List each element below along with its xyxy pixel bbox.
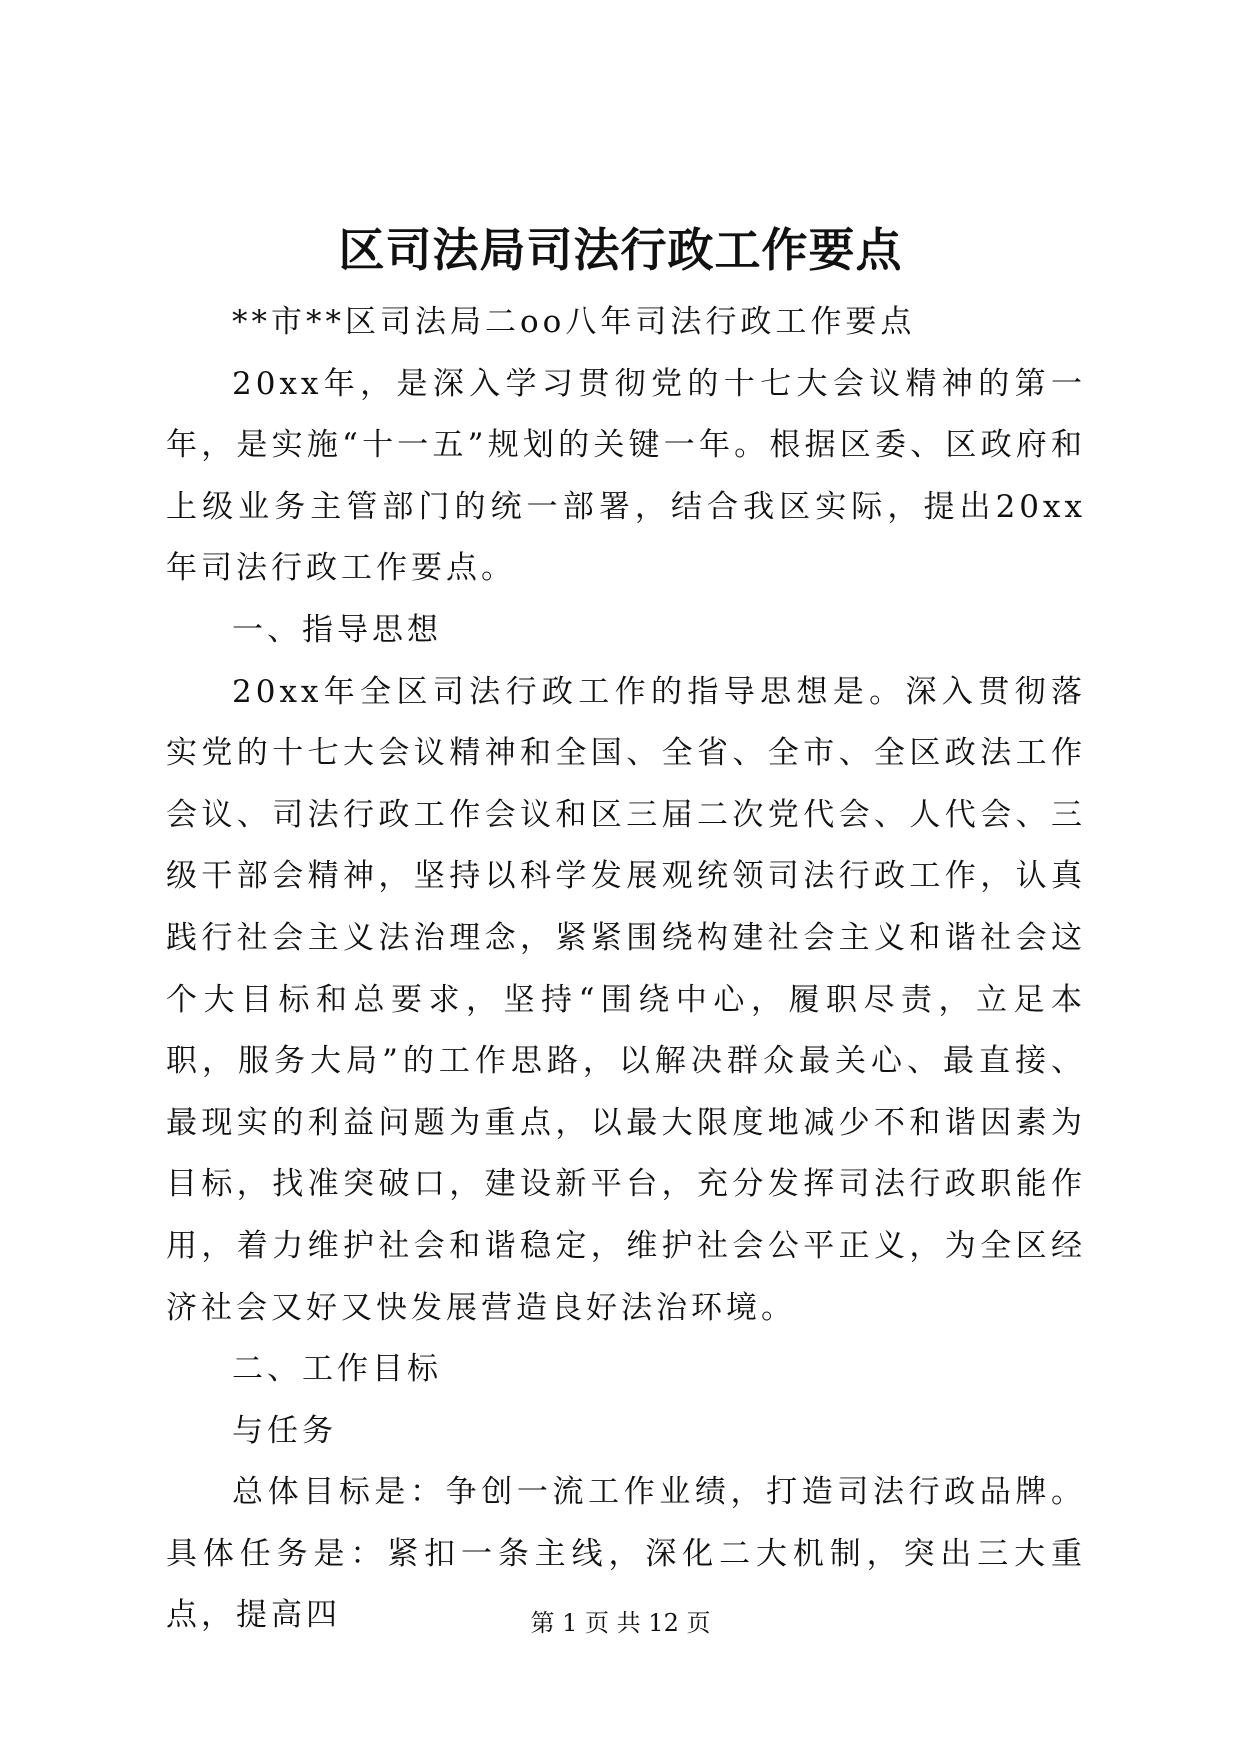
document-title: 区司法局司法行政工作要点 [338, 223, 903, 277]
paragraph-subtitle: **市**区司法局二oo八年司法行政工作要点 [232, 304, 916, 340]
paragraph-intro: 20xx年，是深入学习贯彻党的十七大会议精神的第一年，是实施“十一五”规划的关键一年。根据区委、区政府和上级业务主管部门的统一部署，结合我区实际，提出20xx年司法行政工作要点。 [166, 365, 1086, 587]
section-heading-guiding-thought: 一、指导思想 [232, 611, 442, 648]
paragraph-overall-goal: 总体目标是：争创一流工作业绩，打造司法行政品牌。具体任务是：紧扣一条主线，深化二大机制，突出三大重点，提高四 [166, 1474, 1086, 1634]
section-heading-work-goals-cont: 与任务 [232, 1412, 337, 1449]
page-number-footer: 第 1 页 共 12 页 [530, 1609, 711, 1637]
paragraph-guiding-thought: 20xx年全区司法行政工作的指导思想是。深入贯彻落实党的十七大会议精神和全国、全省、全市、全区政法工作会议、司法行政工作会议和区三届二次党代会、人代会、三级干部会精神，坚持以科学发展观统领司法行政工作，认真践行社会主义法治理念，紧紧围绕构建社会主义和谐社会这个大目标和总要求，坚持“围绕中心，履职尽责，立足本职，服务大局”的工作思路，以解决群众最关心、最直接、最现实的利益问题为重点，以最大限度地减少不和谐因素为目标，找准突破口，建设新平台，充分发挥司法行政职能作用，着力维护社会和谐稳定，维护社会公平正义，为全区经济社会又好又快发展营造良好法治环境。 [166, 673, 1086, 1326]
document-body [166, 292, 1086, 1647]
section-heading-work-goals: 二、工作目标 [232, 1351, 442, 1388]
